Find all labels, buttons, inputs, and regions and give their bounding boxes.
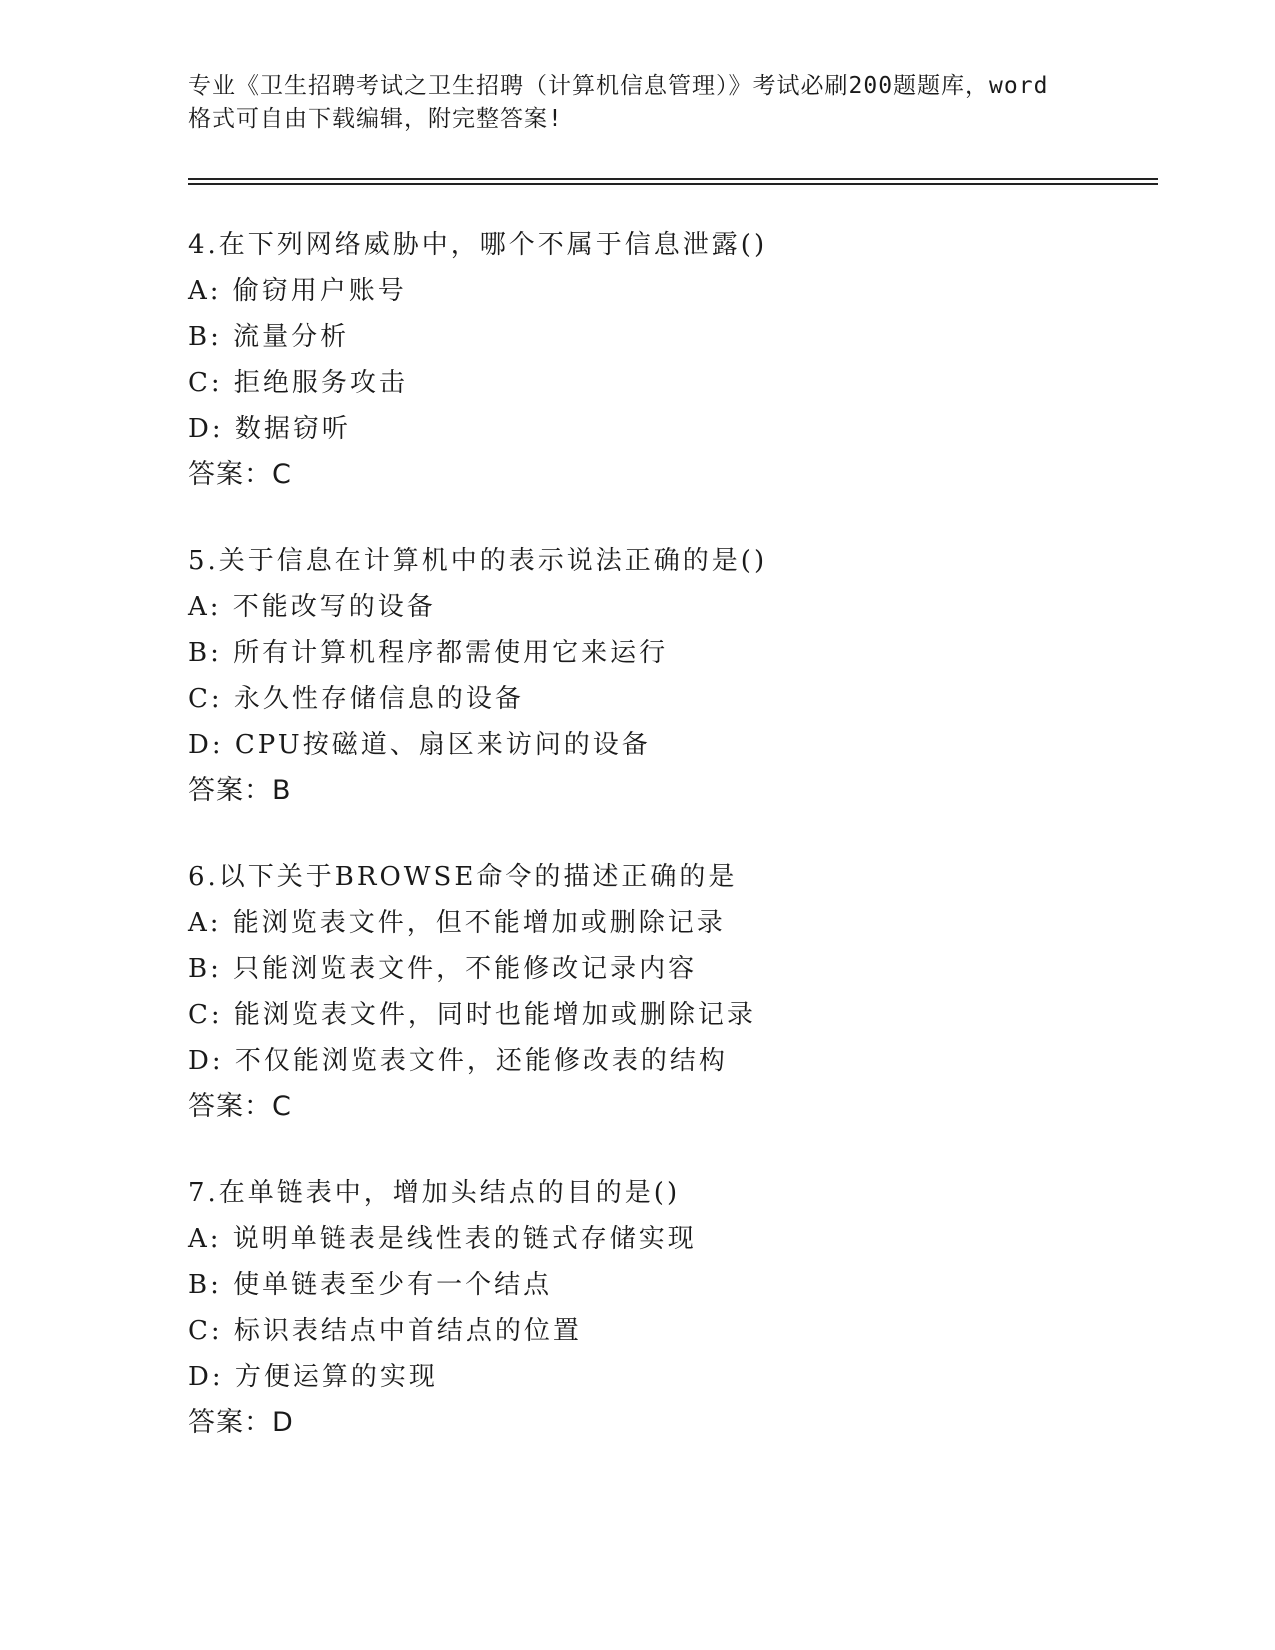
option-d: D: CPU按磁道、扇区来访问的设备: [188, 730, 651, 760]
header-divider-bottom: [188, 183, 1158, 185]
question-5: [188, 538, 1088, 814]
answer: 答案：C: [188, 459, 292, 490]
question-stem: 7.在单链表中，增加头结点的目的是(): [188, 1178, 681, 1208]
question-stem: 4.在下列网络威胁中，哪个不属于信息泄露(): [188, 230, 768, 260]
option-a: A: 不能改写的设备: [188, 592, 436, 622]
answer: 答案：B: [188, 775, 292, 806]
question-7: [188, 1170, 1088, 1446]
question-stem: 5.关于信息在计算机中的表示说法正确的是(): [188, 546, 768, 576]
option-d: D: 方便运算的实现: [188, 1362, 438, 1392]
option-a: A: 偷窃用户账号: [188, 276, 407, 306]
option-b: B: 所有计算机程序都需使用它来运行: [188, 638, 669, 668]
option-c: C: 能浏览表文件，同时也能增加或删除记录: [188, 1000, 756, 1030]
option-d: D: 数据窃听: [188, 414, 351, 444]
header-title-line-1: 专业《卫生招聘考试之卫生招聘（计算机信息管理）》考试必刷200题题库，word: [188, 73, 1049, 99]
option-b: B: 使单链表至少有一个结点: [188, 1270, 553, 1300]
option-c: C: 拒绝服务攻击: [188, 368, 408, 398]
option-b: B: 流量分析: [188, 322, 350, 352]
option-d: D: 不仅能浏览表文件，还能修改表的结构: [188, 1046, 728, 1076]
option-a: A: 说明单链表是线性表的链式存储实现: [188, 1224, 697, 1254]
option-c: C: 永久性存储信息的设备: [188, 684, 524, 714]
header-divider-top: [188, 178, 1158, 180]
question-stem: 6.以下关于BROWSE命令的描述正确的是: [188, 862, 738, 892]
question-4: [188, 222, 1088, 498]
option-a: A: 能浏览表文件，但不能增加或删除记录: [188, 908, 726, 938]
answer: 答案：D: [188, 1407, 294, 1438]
document-header: [188, 70, 1088, 136]
answer: 答案：C: [188, 1091, 292, 1122]
question-6: [188, 854, 1088, 1130]
option-b: B: 只能浏览表文件，不能修改记录内容: [188, 954, 698, 984]
option-c: C: 标识表结点中首结点的位置: [188, 1316, 582, 1346]
header-title-line-2: 格式可自由下载编辑，附完整答案!: [188, 106, 563, 132]
